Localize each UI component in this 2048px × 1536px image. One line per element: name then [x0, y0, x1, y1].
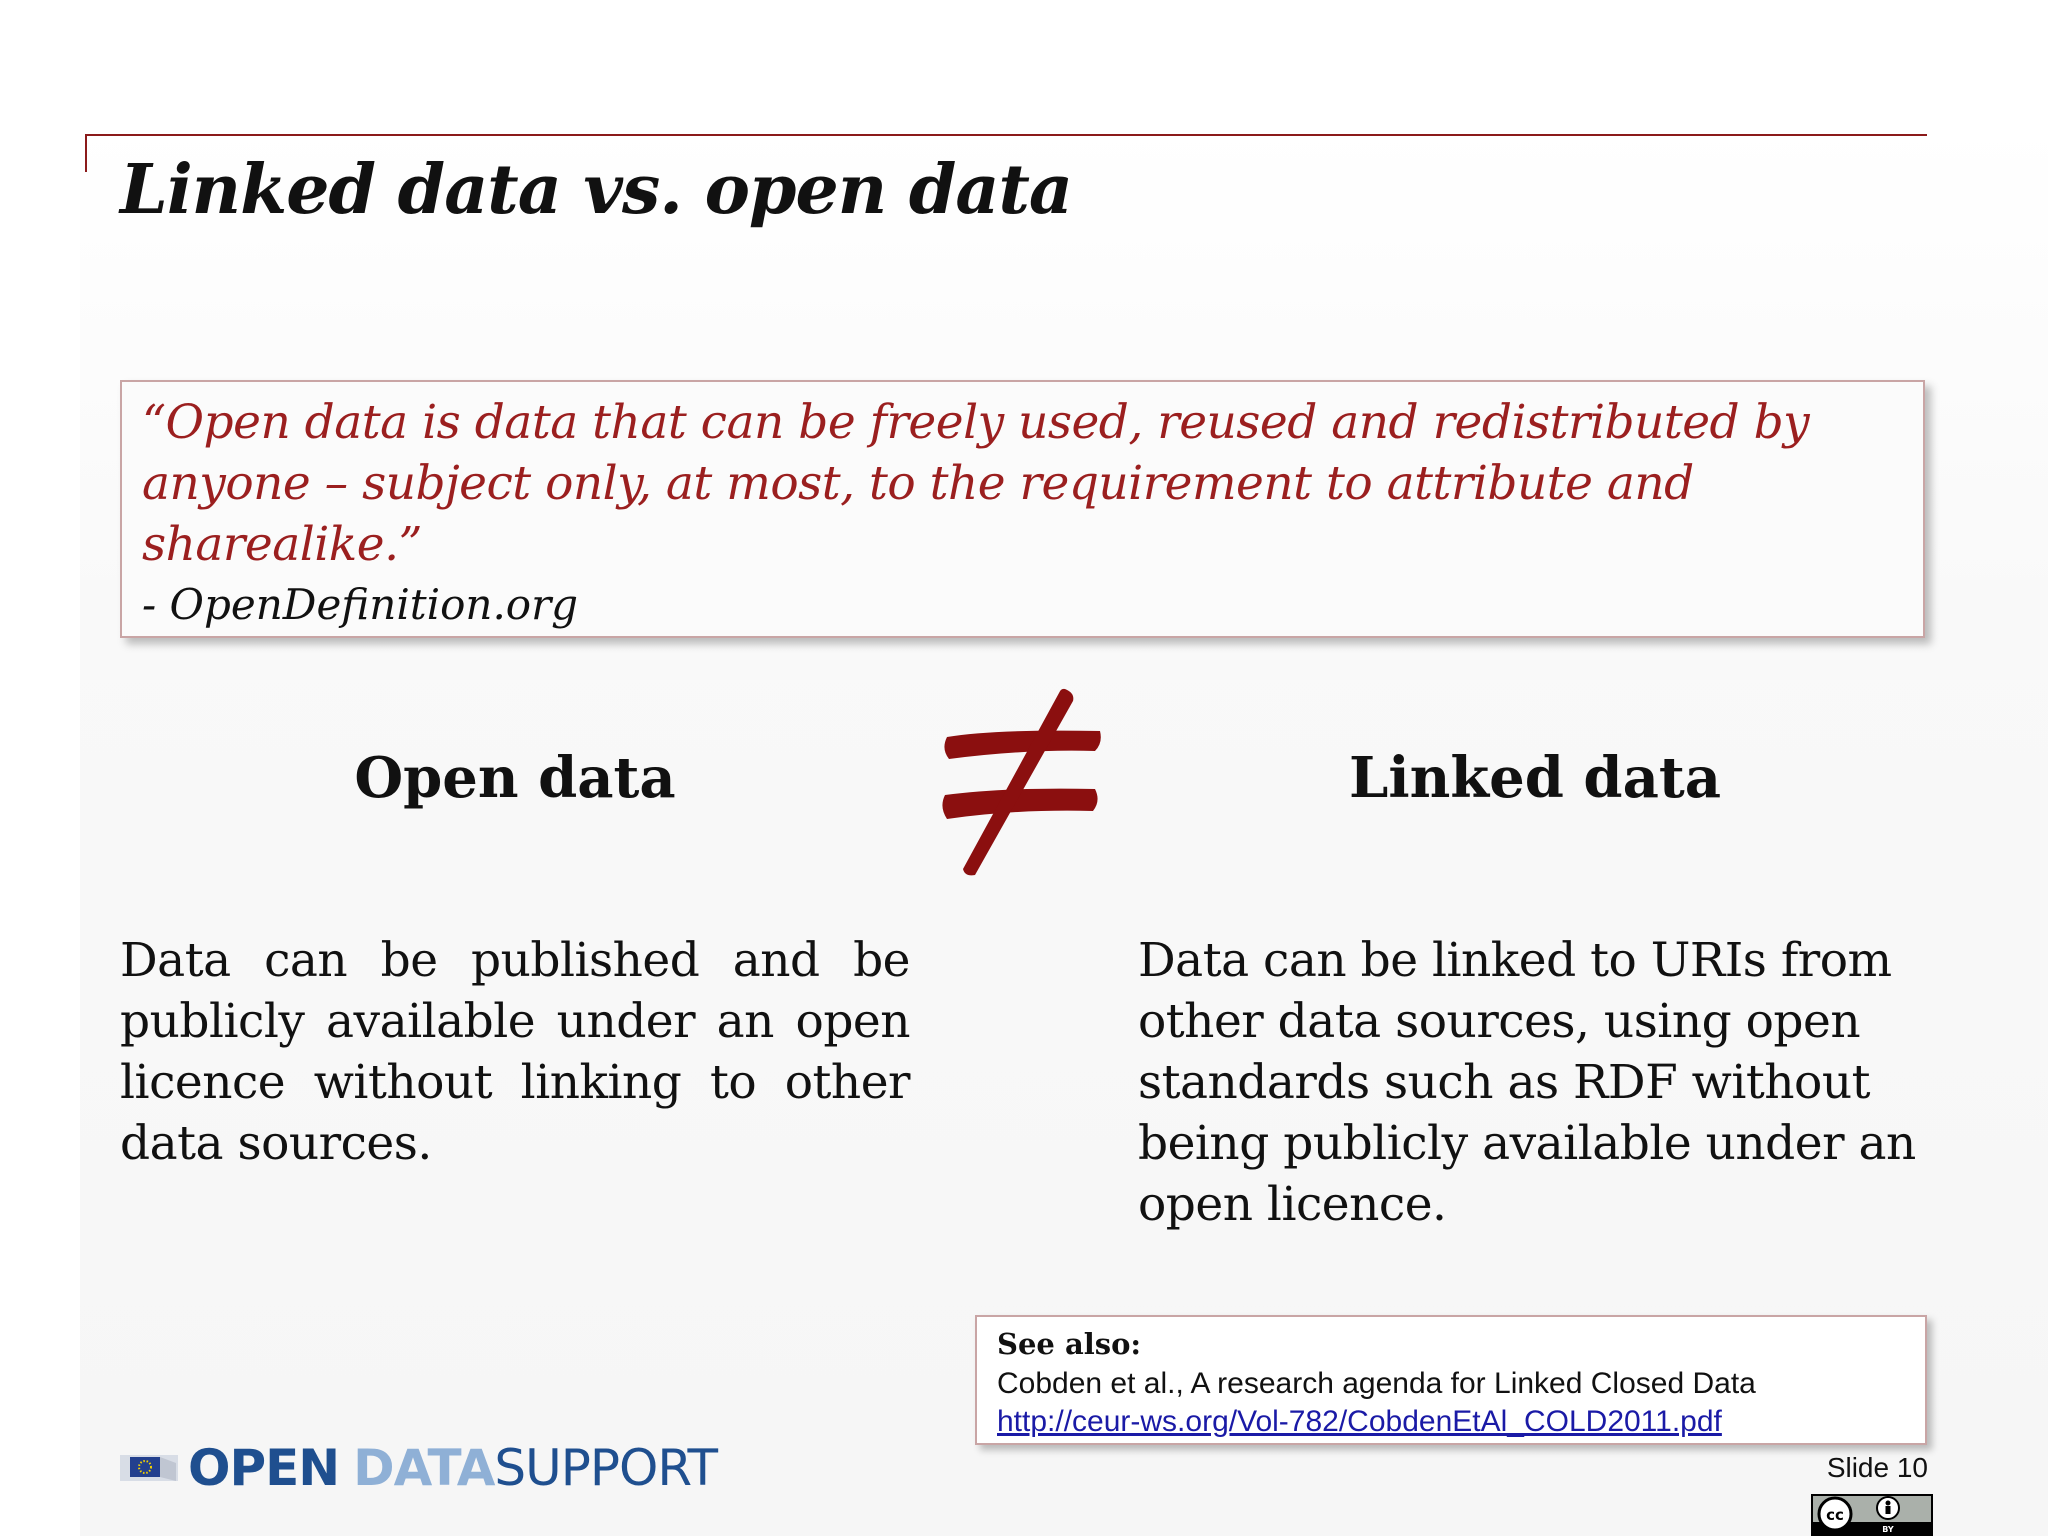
svg-text:BY: BY — [1882, 1525, 1894, 1534]
open-data-description: Data can be published and be publicly available under an open licence without linking to other data sources. — [120, 933, 910, 1171]
svg-text:cc: cc — [1826, 1506, 1844, 1524]
logo-word-open: OPEN — [188, 1439, 340, 1497]
not-equal-icon — [935, 685, 1110, 880]
see-also-box — [975, 1315, 1927, 1445]
eu-flag-icon — [120, 1449, 178, 1487]
slide-number: Slide 10 — [1826, 1452, 1928, 1483]
open-data-support-logo — [120, 1438, 717, 1498]
creative-commons-by-icon — [1811, 1494, 1933, 1536]
slide-title: Linked data vs. open data — [120, 150, 1072, 230]
quote-text: “Open data is data that can be freely used, reused and redistributed by anyone – subject only, at most, to the requirement to attribute and sharealike.” — [142, 395, 1810, 572]
header-rule — [85, 134, 1927, 136]
linked-data-heading: Linked data — [1348, 745, 1722, 811]
see-also-link[interactable]: http://ceur-ws.org/Vol-782/CobdenEtAl_COLD2011.pdf — [997, 1405, 1722, 1438]
logo-word-support: SUPPORT — [494, 1439, 718, 1497]
see-also-title: See also: — [997, 1327, 1142, 1361]
header-rule-tick — [85, 134, 87, 172]
quote-box — [120, 380, 1925, 638]
linked-data-description: Data can be linked to URIs from other data sources, using open standards such as RDF without being publicly available under an open licence. — [1138, 933, 1916, 1232]
logo-word-data: DATA — [353, 1439, 495, 1497]
see-also-reference: Cobden et al., A research agenda for Linked Closed Data — [997, 1367, 1756, 1400]
quote-source: - OpenDefinition.org — [142, 580, 579, 629]
open-data-heading: Open data — [354, 745, 676, 811]
